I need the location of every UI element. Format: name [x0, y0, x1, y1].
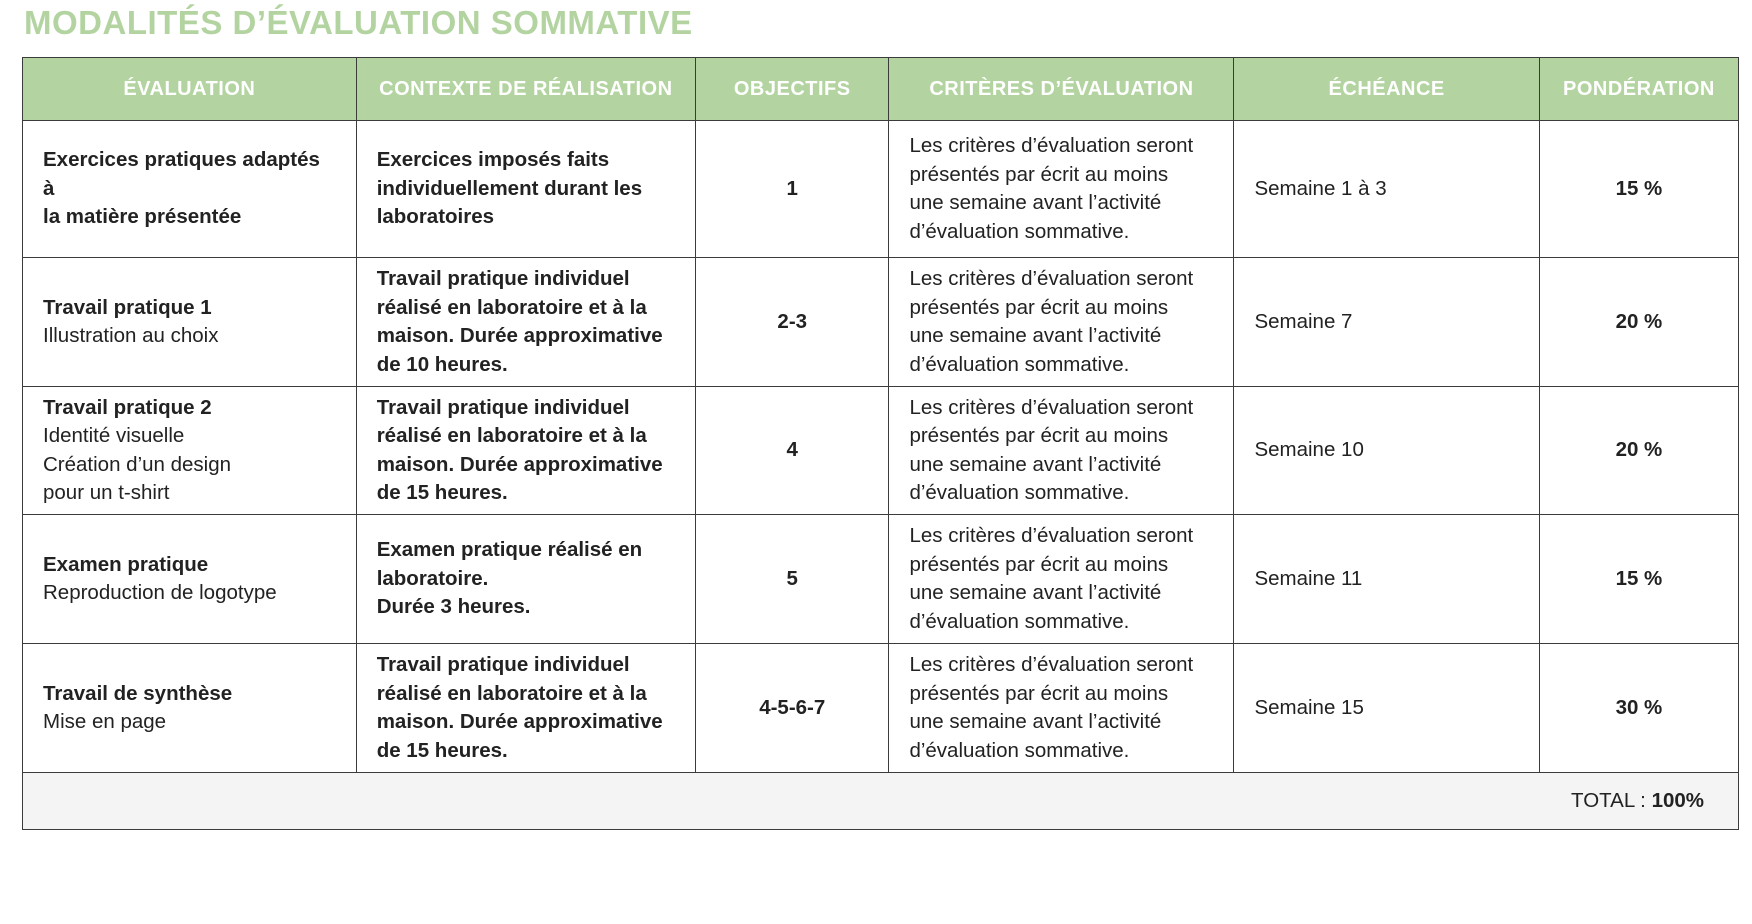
header-criteria: CRITÈRES D’ÉVALUATION — [889, 58, 1234, 121]
weight-cell: 20 % — [1539, 387, 1738, 515]
table-row — [23, 258, 1739, 387]
header-deadline: ÉCHÉANCE — [1234, 58, 1539, 121]
context-text: maison. Durée approximative — [376, 324, 663, 347]
weight-cell: 15 % — [1539, 515, 1738, 644]
weight-cell: 20 % — [1539, 258, 1738, 387]
objectives-cell: 2-3 — [696, 258, 889, 387]
table-row — [23, 515, 1739, 644]
criteria-text: une semaine avant l’activité — [909, 710, 1162, 733]
table-row — [23, 644, 1739, 773]
criteria-text: présentés par écrit au moins — [909, 295, 1169, 319]
evaluation-description: Illustration au choix — [43, 324, 219, 347]
page-title: MODALITÉS D’ÉVALUATION SOMMATIVE — [24, 4, 693, 41]
evaluation-description: Identité visuelle — [43, 424, 185, 447]
context-text: laboratoires — [376, 205, 495, 229]
criteria-text: Les critères d’évaluation seront — [909, 134, 1194, 157]
weight-cell: 15 % — [1539, 121, 1738, 258]
context-text: de 15 heures. — [376, 738, 508, 762]
objectives-cell: 4 — [696, 387, 889, 515]
table-body — [23, 121, 1739, 773]
context-text: Exercices imposés faits — [376, 148, 610, 172]
evaluation-cell — [23, 258, 357, 387]
criteria-text: présentés par écrit au moins — [909, 552, 1169, 576]
criteria-text: Les critères d’évaluation seront — [909, 267, 1194, 290]
context-text: de 10 heures. — [376, 352, 508, 376]
criteria-cell — [889, 258, 1234, 387]
total-row — [23, 773, 1739, 830]
context-text: laboratoire. — [376, 566, 489, 590]
deadline-cell: Semaine 15 — [1234, 644, 1539, 773]
header-row — [23, 58, 1739, 121]
evaluation-description: Reproduction de logotype — [43, 581, 277, 604]
context-cell — [356, 121, 695, 258]
criteria-cell — [889, 644, 1234, 773]
context-cell — [356, 644, 695, 773]
total-label: TOTAL : — [1571, 788, 1646, 812]
table-row — [23, 121, 1739, 258]
evaluation-table — [22, 57, 1739, 830]
evaluation-description: pour un t-shirt — [43, 481, 170, 504]
context-text: réalisé en laboratoire et à la — [376, 681, 647, 705]
criteria-cell — [889, 387, 1234, 515]
evaluation-title: Travail pratique 2 — [43, 395, 212, 419]
criteria-text: d’évaluation sommative. — [909, 481, 1130, 504]
context-text: Durée 3 heures. — [376, 595, 531, 619]
criteria-text: d’évaluation sommative. — [909, 352, 1130, 376]
criteria-cell — [889, 121, 1234, 258]
context-text: maison. Durée approximative — [376, 710, 663, 733]
evaluation-title: Exercices pratiques adaptés à — [43, 148, 320, 200]
evaluation-cell — [23, 644, 357, 773]
criteria-cell — [889, 515, 1234, 644]
deadline-cell: Semaine 10 — [1234, 387, 1539, 515]
evaluation-title: Travail pratique 1 — [43, 295, 212, 319]
context-text: Travail pratique individuel — [376, 267, 630, 290]
context-text: de 15 heures. — [376, 481, 508, 504]
evaluation-cell — [23, 121, 357, 258]
evaluation-description: Création d’un design — [43, 452, 232, 476]
deadline-cell: Semaine 1 à 3 — [1234, 121, 1539, 258]
criteria-text: Les critères d’évaluation seront — [909, 395, 1194, 419]
deadline-cell: Semaine 7 — [1234, 258, 1539, 387]
criteria-text: une semaine avant l’activité — [909, 452, 1162, 476]
header-evaluation: ÉVALUATION — [23, 58, 357, 121]
evaluation-description: Mise en page — [43, 710, 167, 733]
criteria-text: une semaine avant l’activité — [909, 191, 1162, 214]
table-row — [23, 387, 1739, 515]
context-cell — [356, 515, 695, 644]
context-text: individuellement durant les — [376, 176, 643, 200]
objectives-cell: 1 — [696, 121, 889, 258]
context-cell — [356, 258, 695, 387]
criteria-text: Les critères d’évaluation seront — [909, 524, 1194, 547]
context-text: Travail pratique individuel — [376, 395, 630, 419]
header-weight: PONDÉRATION — [1539, 58, 1738, 121]
header-context: CONTEXTE DE RÉALISATION — [356, 58, 695, 121]
context-text: maison. Durée approximative — [376, 452, 663, 476]
context-text: réalisé en laboratoire et à la — [376, 424, 647, 447]
criteria-text: d’évaluation sommative. — [909, 219, 1130, 243]
criteria-text: d’évaluation sommative. — [909, 609, 1130, 633]
criteria-text: une semaine avant l’activité — [909, 324, 1162, 347]
deadline-cell: Semaine 11 — [1234, 515, 1539, 644]
header-objectives: OBJECTIFS — [696, 58, 889, 121]
context-text: réalisé en laboratoire et à la — [376, 295, 647, 319]
evaluation-title: la matière présentée — [43, 205, 242, 229]
context-cell — [356, 387, 695, 515]
criteria-text: présentés par écrit au moins — [909, 162, 1169, 186]
context-text: Travail pratique individuel — [376, 653, 630, 676]
evaluation-cell — [23, 387, 357, 515]
weight-cell: 30 % — [1539, 644, 1738, 773]
evaluation-title: Travail de synthèse — [43, 681, 233, 705]
evaluation-cell — [23, 515, 357, 644]
criteria-text: présentés par écrit au moins — [909, 424, 1169, 447]
criteria-text: présentés par écrit au moins — [909, 681, 1169, 705]
context-text: Examen pratique réalisé en — [376, 538, 643, 562]
evaluation-title: Examen pratique — [43, 552, 209, 576]
criteria-text: Les critères d’évaluation seront — [909, 653, 1194, 676]
total-cell — [23, 773, 1739, 830]
objectives-cell: 5 — [696, 515, 889, 644]
criteria-text: d’évaluation sommative. — [909, 738, 1130, 762]
objectives-cell: 4-5-6-7 — [696, 644, 889, 773]
criteria-text: une semaine avant l’activité — [909, 581, 1162, 604]
total-value: 100% — [1651, 788, 1704, 812]
